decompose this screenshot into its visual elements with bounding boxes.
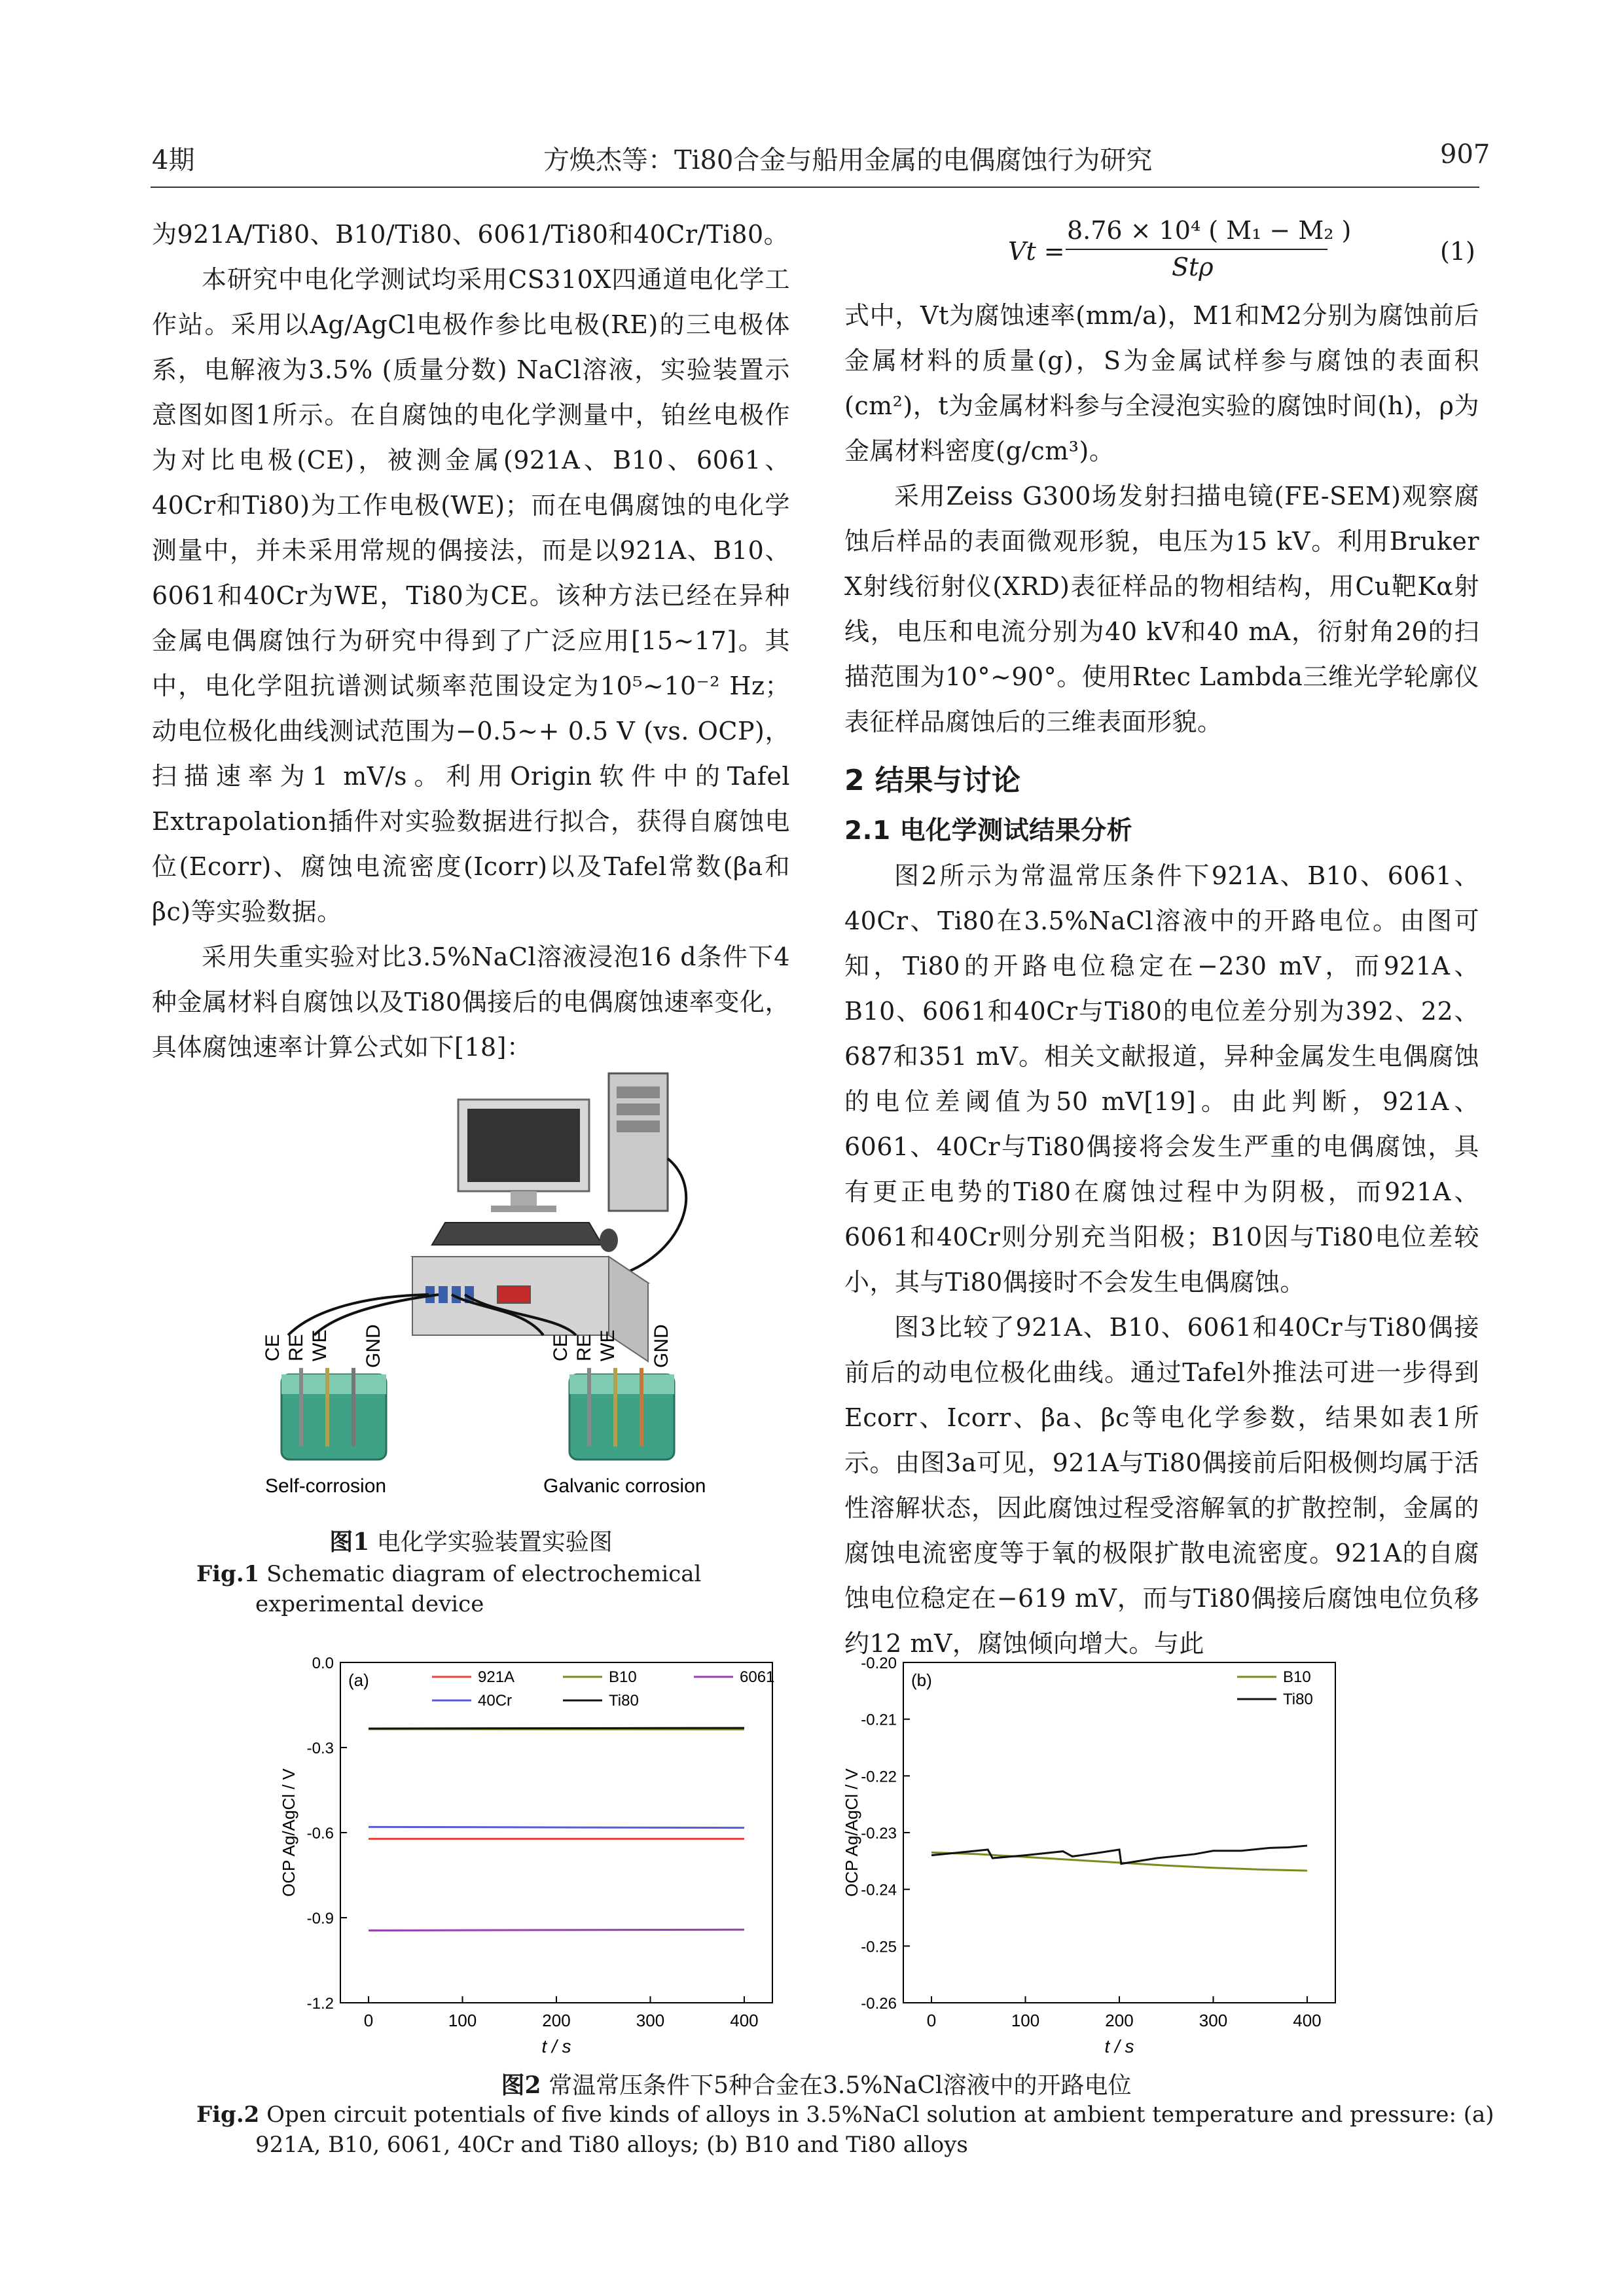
x-tick-label: 0 [363,2011,374,2030]
y-tick-label: -0.3 [306,1740,334,1757]
y-tick-label: -0.20 [861,1655,897,1672]
equation-numerator: 8.76 × 10⁴ ( M₁ − M₂ ) [1067,216,1352,245]
paragraph: 图3比较了921A、B10、6061和40Cr与Ti80偶接前后的动电位极化曲线。通过Tafel外推法可进一步得到Ecorr、Icorr、βa、βc等电化学参数，结果如表1所示。由图3a可见，921A与Ti80偶接前后阳极侧均属于活性溶解状态，因此腐蚀过程受溶解氧的扩散控制，金属的腐蚀电流密度等于氧的极限扩散电流密度。921A的自腐蚀电位稳定在−619 mV，而与Ti80偶接后腐蚀电位负移约12 mV，腐蚀倾向增大。与此 [844,1313,1479,1658]
caption-label: Fig.2 [196,2102,260,2128]
electrode-label-we: WE [597,1329,619,1361]
self-corrosion-caption: Self-corrosion [265,1475,387,1497]
y-tick-label: -0.23 [861,1825,897,1842]
paragraph: 采用失重实验对比3.5%NaCl溶液浸泡16 d条件下4种金属材料自腐蚀以及Ti80偶接后的电偶腐蚀速率变化，具体腐蚀速率计算公式如下[18]： [152,942,790,1062]
series-line-Ti80 [369,1728,744,1729]
paragraph: 式中，Vt为腐蚀速率(mm/a)，M1和M2分别为腐蚀前后金属材料的质量(g)，S为金属试样参与腐蚀的表面积(cm²)，t为金属材料参与全浸泡实验的腐蚀时间(h)，ρ为金属材料密度(g/cm³)。 [844,301,1479,465]
x-tick-label: 0 [926,2011,937,2030]
page-number: 907 [1440,139,1490,170]
x-tick-label: 200 [542,2011,571,2030]
figure2-caption-en [196,2100,1499,2160]
x-tick-label: 100 [448,2011,477,2030]
y-tick-label: -0.6 [306,1825,334,1842]
issue-label: 4期 [152,145,195,175]
figure2-caption-cn [152,2067,1481,2100]
computer-tower [609,1073,668,1211]
x-tick-label: 300 [636,2011,665,2030]
caption-text: 常温常压条件下5种合金在3.5%NaCl溶液中的开路电位 [549,2072,1132,2099]
panel-label: (b) [911,1670,932,1690]
legend-label: B10 [609,1668,637,1686]
caption-label: Fig.1 [196,1561,260,1587]
y-axis-label: OCP Ag/AgCl / V [842,1768,861,1897]
x-axis-label: t / s [1104,2036,1134,2055]
header-rule [151,187,1479,188]
electrode-label-gnd: GND [363,1324,384,1368]
mouse [600,1229,618,1252]
subsection-heading: 2.1 电化学测试结果分析 [844,816,1133,846]
fraction-bar [1066,249,1327,250]
electrode-label-gnd: GND [651,1324,672,1368]
figure1-illustration [249,1060,746,1518]
y-tick-label: -0.24 [861,1881,897,1899]
caption-text: Schematic diagram of electrochemical experimental device [255,1561,702,1617]
x-tick-label: 400 [1293,2011,1322,2030]
keyboard [432,1223,602,1245]
electrode-label-we: WE [309,1329,331,1361]
legend-label: 40Cr [478,1692,513,1710]
y-tick-label: -0.21 [861,1711,897,1729]
x-tick-label: 300 [1199,2011,1228,2030]
figure1-caption-en [196,1559,805,1619]
right-column [844,293,1479,1666]
caption-text: 电化学实验装置实验图 [376,1529,613,1556]
caption-label: 图2 [501,2072,541,2099]
monitor [458,1100,589,1212]
y-tick-label: -0.26 [861,1995,897,2013]
paragraph: 本研究中电化学测试均采用CS310X四通道电化学工作站。采用以Ag/AgCl电极作参比电极(RE)的三电极体系，电解液为3.5% (质量分数) NaCl溶液，实验装置示意图如图1所示。在自腐蚀的电化学测量中，铂丝电极作为对比电极(CE)，被测金属(921A、B10、6061、40Cr和Ti80)为工作电极(WE)；而在电偶腐蚀的电化学测量中，并未采用常规的偶接法，而是以921A、B10、6061和40Cr为WE，Ti80为CE。该种方法已经在异种金属电偶腐蚀行为研究中得到了广泛应用[15~17]。其中，电化学阻抗谱测试频率范围设定为10⁵~10⁻² Hz；动电位极化曲线测试范围为−0.5~+ 0.5 V (vs. OCP)，扫描速率为1 mV/s。利用Origin软件中的Tafel Extrapolation插件对实验数据进行拟合，获得自腐蚀电位(Ecorr)、腐蚀电流密度(Icorr)以及Tafel常数(βa和βc)等实验数据。 [152,265,790,926]
caption-text: Open circuit potentials of five kinds of alloys in 3.5%NaCl solution at ambient temperature and pressure: (a) 921A, B10, 6061, 40Cr and Ti80 alloys; (b) B10 and Ti80 alloys [255,2102,1494,2158]
ocp-chart-b [838,1649,1362,2055]
paragraph: 采用Zeiss G300场发射扫描电镜(FE-SEM)观察腐蚀后样品的表面微观形貌，电压为15 kV。利用Bruker X射线衍射仪(XRD)表征样品的物相结构，用Cu靶Kα射线，电压和电流分别为40 kV和40 mA，衍射角2θ的扫描范围为10°~90°。使用Rtec Lambda三维光学轮廓仪表征样品腐蚀后的三维表面形貌。 [844,482,1479,736]
x-axis-label: t / s [541,2036,571,2055]
plot-frame [340,1662,775,2003]
legend-label: Ti80 [609,1692,639,1710]
y-tick-label: -1.2 [306,1995,334,2013]
panel-label: (a) [348,1670,369,1690]
paragraph: 图2所示为常温常压条件下921A、B10、6061、40Cr、Ti80在3.5%NaCl溶液中的开路电位。由图可知，Ti80的开路电位稳定在−230 mV，而921A、B10、6061和40Cr与Ti80的电位差分别为392、22、687和351 mV。相关文献报道，异种金属发生电偶腐蚀的电位差阈值为50 mV[19]。由此判断，921A、6061、40Cr与Ti80偶接将会发生严重的电偶腐蚀，具有更正电势的Ti80在腐蚀过程中为阴极，而921A、6061和40Cr则分别充当阳极；B10因与Ti80电位差较小，其与Ti80偶接时不会发生电偶腐蚀。 [844,861,1479,1297]
series-line-6061 [369,1929,744,1930]
y-tick-label: -0.9 [306,1910,334,1928]
self-corrosion-cell [281,1368,386,1460]
running-title: 方焕杰等：Ti80合金与船用金属的电偶腐蚀行为研究 [543,145,1153,175]
figure1-caption-cn [152,1524,790,1557]
legend-label: 921A [478,1668,515,1686]
galvanic-corrosion-caption: Galvanic corrosion [543,1475,706,1497]
y-tick-label: 0.0 [312,1655,334,1672]
electrode-label-ce: CE [262,1334,283,1361]
ocp-chart-a [275,1649,799,2055]
y-tick-label: -0.22 [861,1768,897,1786]
x-tick-label: 400 [730,2011,759,2030]
section-heading: 2 结果与讨论 [844,764,1021,797]
left-column [152,212,790,1070]
caption-label: 图1 [329,1528,370,1556]
paragraph: 为921A/Ti80、B10/Ti80、6061/Ti80和40Cr/Ti80。 [152,220,789,249]
electrode-label-ce: CE [550,1334,571,1361]
electrode-label-re: RE [573,1334,595,1361]
legend-label: Ti80 [1283,1691,1313,1708]
y-axis-label: OCP Ag/AgCl / V [279,1768,298,1897]
equation-number: (1) [1440,237,1475,266]
y-tick-label: -0.25 [861,1938,897,1956]
equation-denominator: Stρ [1172,253,1214,281]
equation [851,216,1479,281]
x-tick-label: 200 [1105,2011,1134,2030]
x-tick-label: 100 [1011,2011,1040,2030]
legend-label: B10 [1283,1668,1311,1686]
equation-lhs: Vt = [1008,237,1065,266]
plot-frame [903,1662,1335,2003]
electrode-label-re: RE [285,1334,307,1361]
galvanic-corrosion-cell [569,1368,674,1460]
legend-label: 6061 [740,1668,775,1686]
